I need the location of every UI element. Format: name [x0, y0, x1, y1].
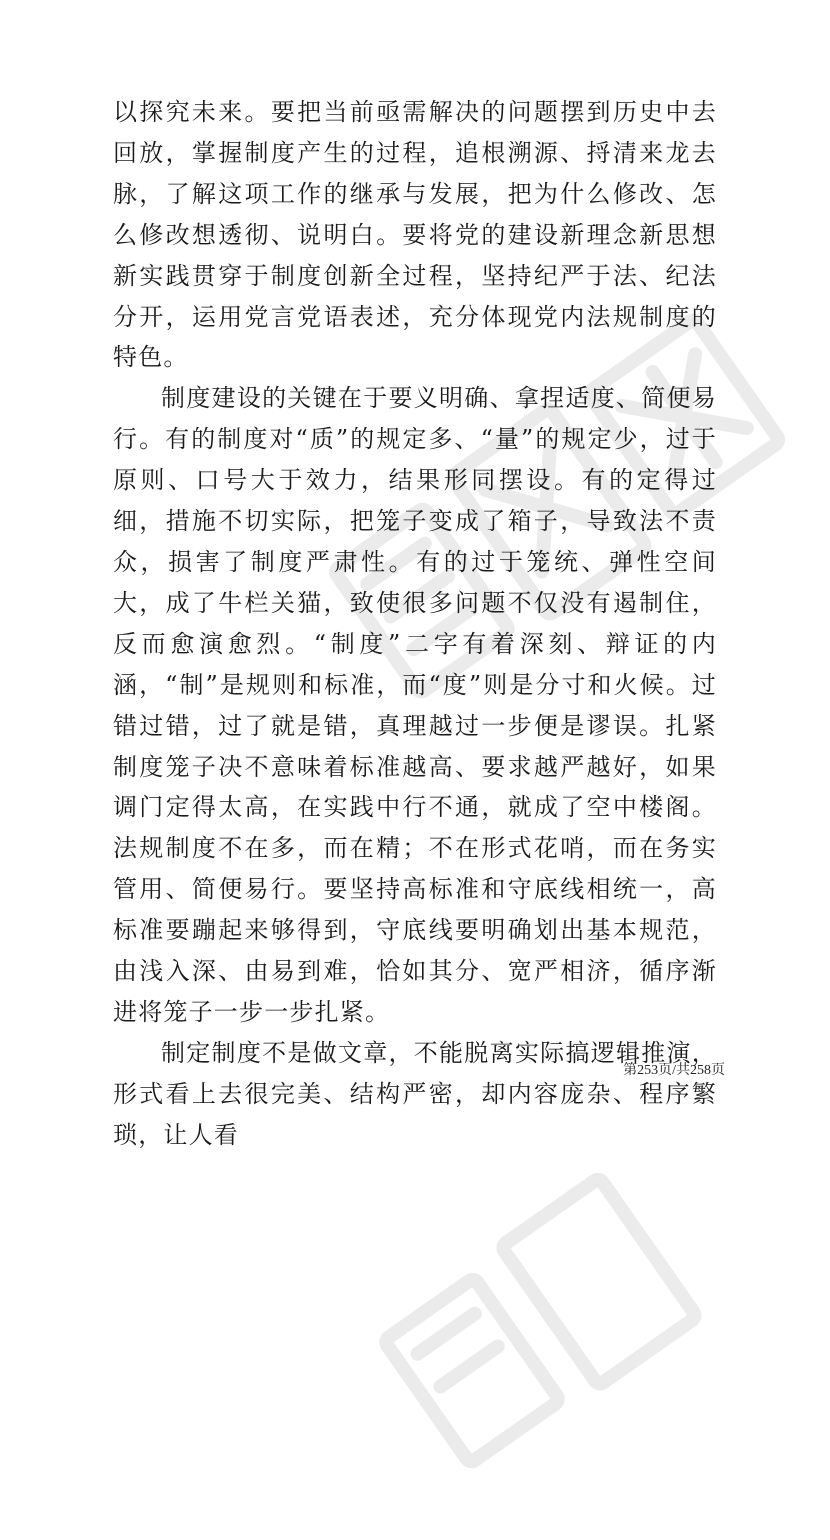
- paragraph-not-writing: 制定制度不是做文章，不能脱离实际搞逻辑推演，形式看上去很完美、结构严密，却内容庞杂、程序繁琐，让人看: [113, 1038, 717, 1149]
- page-number: 第253页/共258页: [623, 1063, 725, 1078]
- paragraph-system-key: 制度建设的关键在于要义明确、拿捏适度、简便易行。有的制度对“质”的规定多、“量”的规定少，过于原则、口号大于效力，结果形同摆设。有的定得过细，措施不切实际，把笼子变成了箱子，导致法不责众，损害了制度严肃性。有的过于笼统、弹性空间大，成了牛栏关猫，致使很多问题不仅没有遏制住，反而愈演愈烈。“制度”二字有着深刻、辩证的内涵，“制”是规则和标准，而“度”则是分寸和火候。过错过错，过了就是错，真理越过一步便是谬误。扎紧制度笼子决不意味着标准越高、要求越严越好，如果调门定得太高，在实践中行不通，就成了空中楼阁。法规制度不在多，而在精；不在形式花哨，而在务实管用、简便易行。要坚持高标准和守底线相统一，高标准要蹦起来够得到，守底线要明确划出基本规范，由浅入深、由易到难，恰如其分、宽严相济，循序渐进将笼子一步一步扎紧。: [113, 384, 717, 1026]
- paragraph-continued: 以探究未来。要把当前亟需解决的问题摆到历史中去回放，掌握制度产生的过程，追根溯源、捋清来龙去脉，了解这项工作的继承与发展，把为什么修改、怎么修改想透彻、说明白。要将党的建设新理念新思想新实践贯穿于制度创新全过程，坚持纪严于法、纪法分开，运用党言党语表述，充分体现党内法规制度的特色。: [113, 98, 717, 372]
- document-body: [113, 92, 717, 1156]
